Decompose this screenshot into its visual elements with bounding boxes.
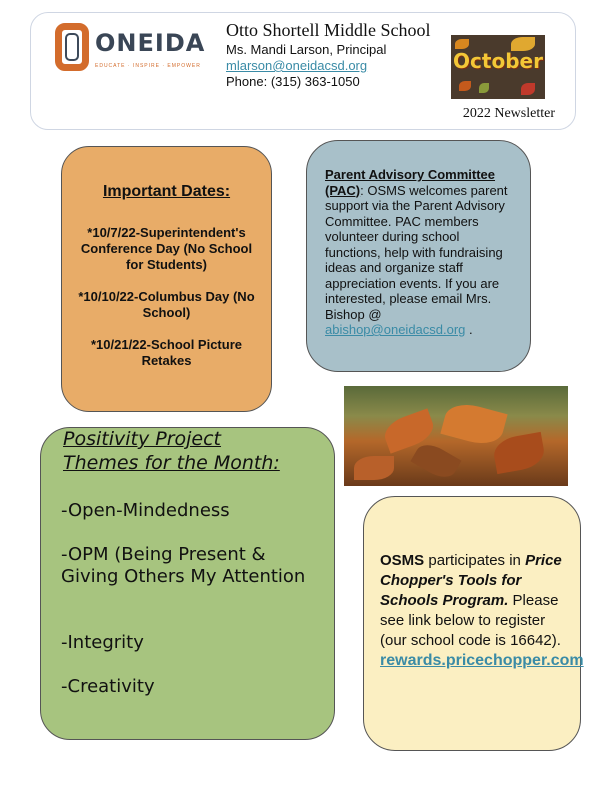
date-item: *10/10/22-Columbus Day (No School) <box>78 289 255 320</box>
positivity-title-line2: Themes for the Month: <box>63 452 280 474</box>
october-image <box>451 35 545 99</box>
price-lead-rest: participates in <box>424 552 526 569</box>
pac-email-link[interactable]: abishop@oneidacsd.org <box>325 322 466 337</box>
pac-end: . <box>465 322 473 337</box>
phone-number: Phone: (315) 363-1050 <box>226 74 360 89</box>
school-name: Otto Shortell Middle School <box>226 20 431 40</box>
important-dates-title: Important Dates: <box>102 183 231 200</box>
pac-title: Parent Advisory Committee (PAC) <box>325 167 496 198</box>
date-item: *10/7/22-Superintendent's Conference Day (No School for Students) <box>80 225 253 272</box>
positivity-box <box>40 427 335 740</box>
theme-item: -Creativity <box>61 676 155 697</box>
theme-item: -Open-Mindedness <box>61 500 230 521</box>
principal-name: Ms. Mandi Larson, Principal <box>226 42 387 57</box>
oneida-logo <box>55 23 205 85</box>
price-chopper-box <box>363 496 584 751</box>
price-chopper-link[interactable]: rewards.pricechopper.com <box>380 652 584 669</box>
important-dates-box <box>61 146 272 412</box>
pac-body: : OSMS welcomes parent support via the Parent Advisory Committee. PAC members volunteer during school functions, help with fundraising ideas and organize staff appreciation events. If you are interested, please email Mrs. Bishop @ <box>325 182 508 322</box>
autumn-leaves-photo <box>344 386 568 486</box>
price-body: Please see link below to register (our school code is 16642). <box>380 592 561 649</box>
logo-word: ONEIDA <box>95 29 206 57</box>
price-lead: OSMS <box>380 552 425 569</box>
newsletter-label: 2022 Newsletter <box>462 106 555 121</box>
school-info <box>226 19 431 90</box>
theme-item: -OPM (Being Present & Giving Others My Attention <box>61 544 306 587</box>
theme-item: -Integrity <box>61 632 144 653</box>
date-item: *10/21/22-School Picture Retakes <box>90 337 242 368</box>
october-image-text: October <box>453 49 543 73</box>
logo-o-icon <box>55 23 89 71</box>
header <box>30 12 576 130</box>
price-program: Price Chopper's Tools for Schools Program. <box>380 552 562 609</box>
principal-email-link[interactable]: mlarson@oneidacsd.org <box>226 58 368 73</box>
positivity-title-line1: Positivity Project <box>63 428 222 450</box>
logo-tagline: EDUCATE · INSPIRE · EMPOWER <box>95 63 201 69</box>
pac-box <box>306 140 531 372</box>
